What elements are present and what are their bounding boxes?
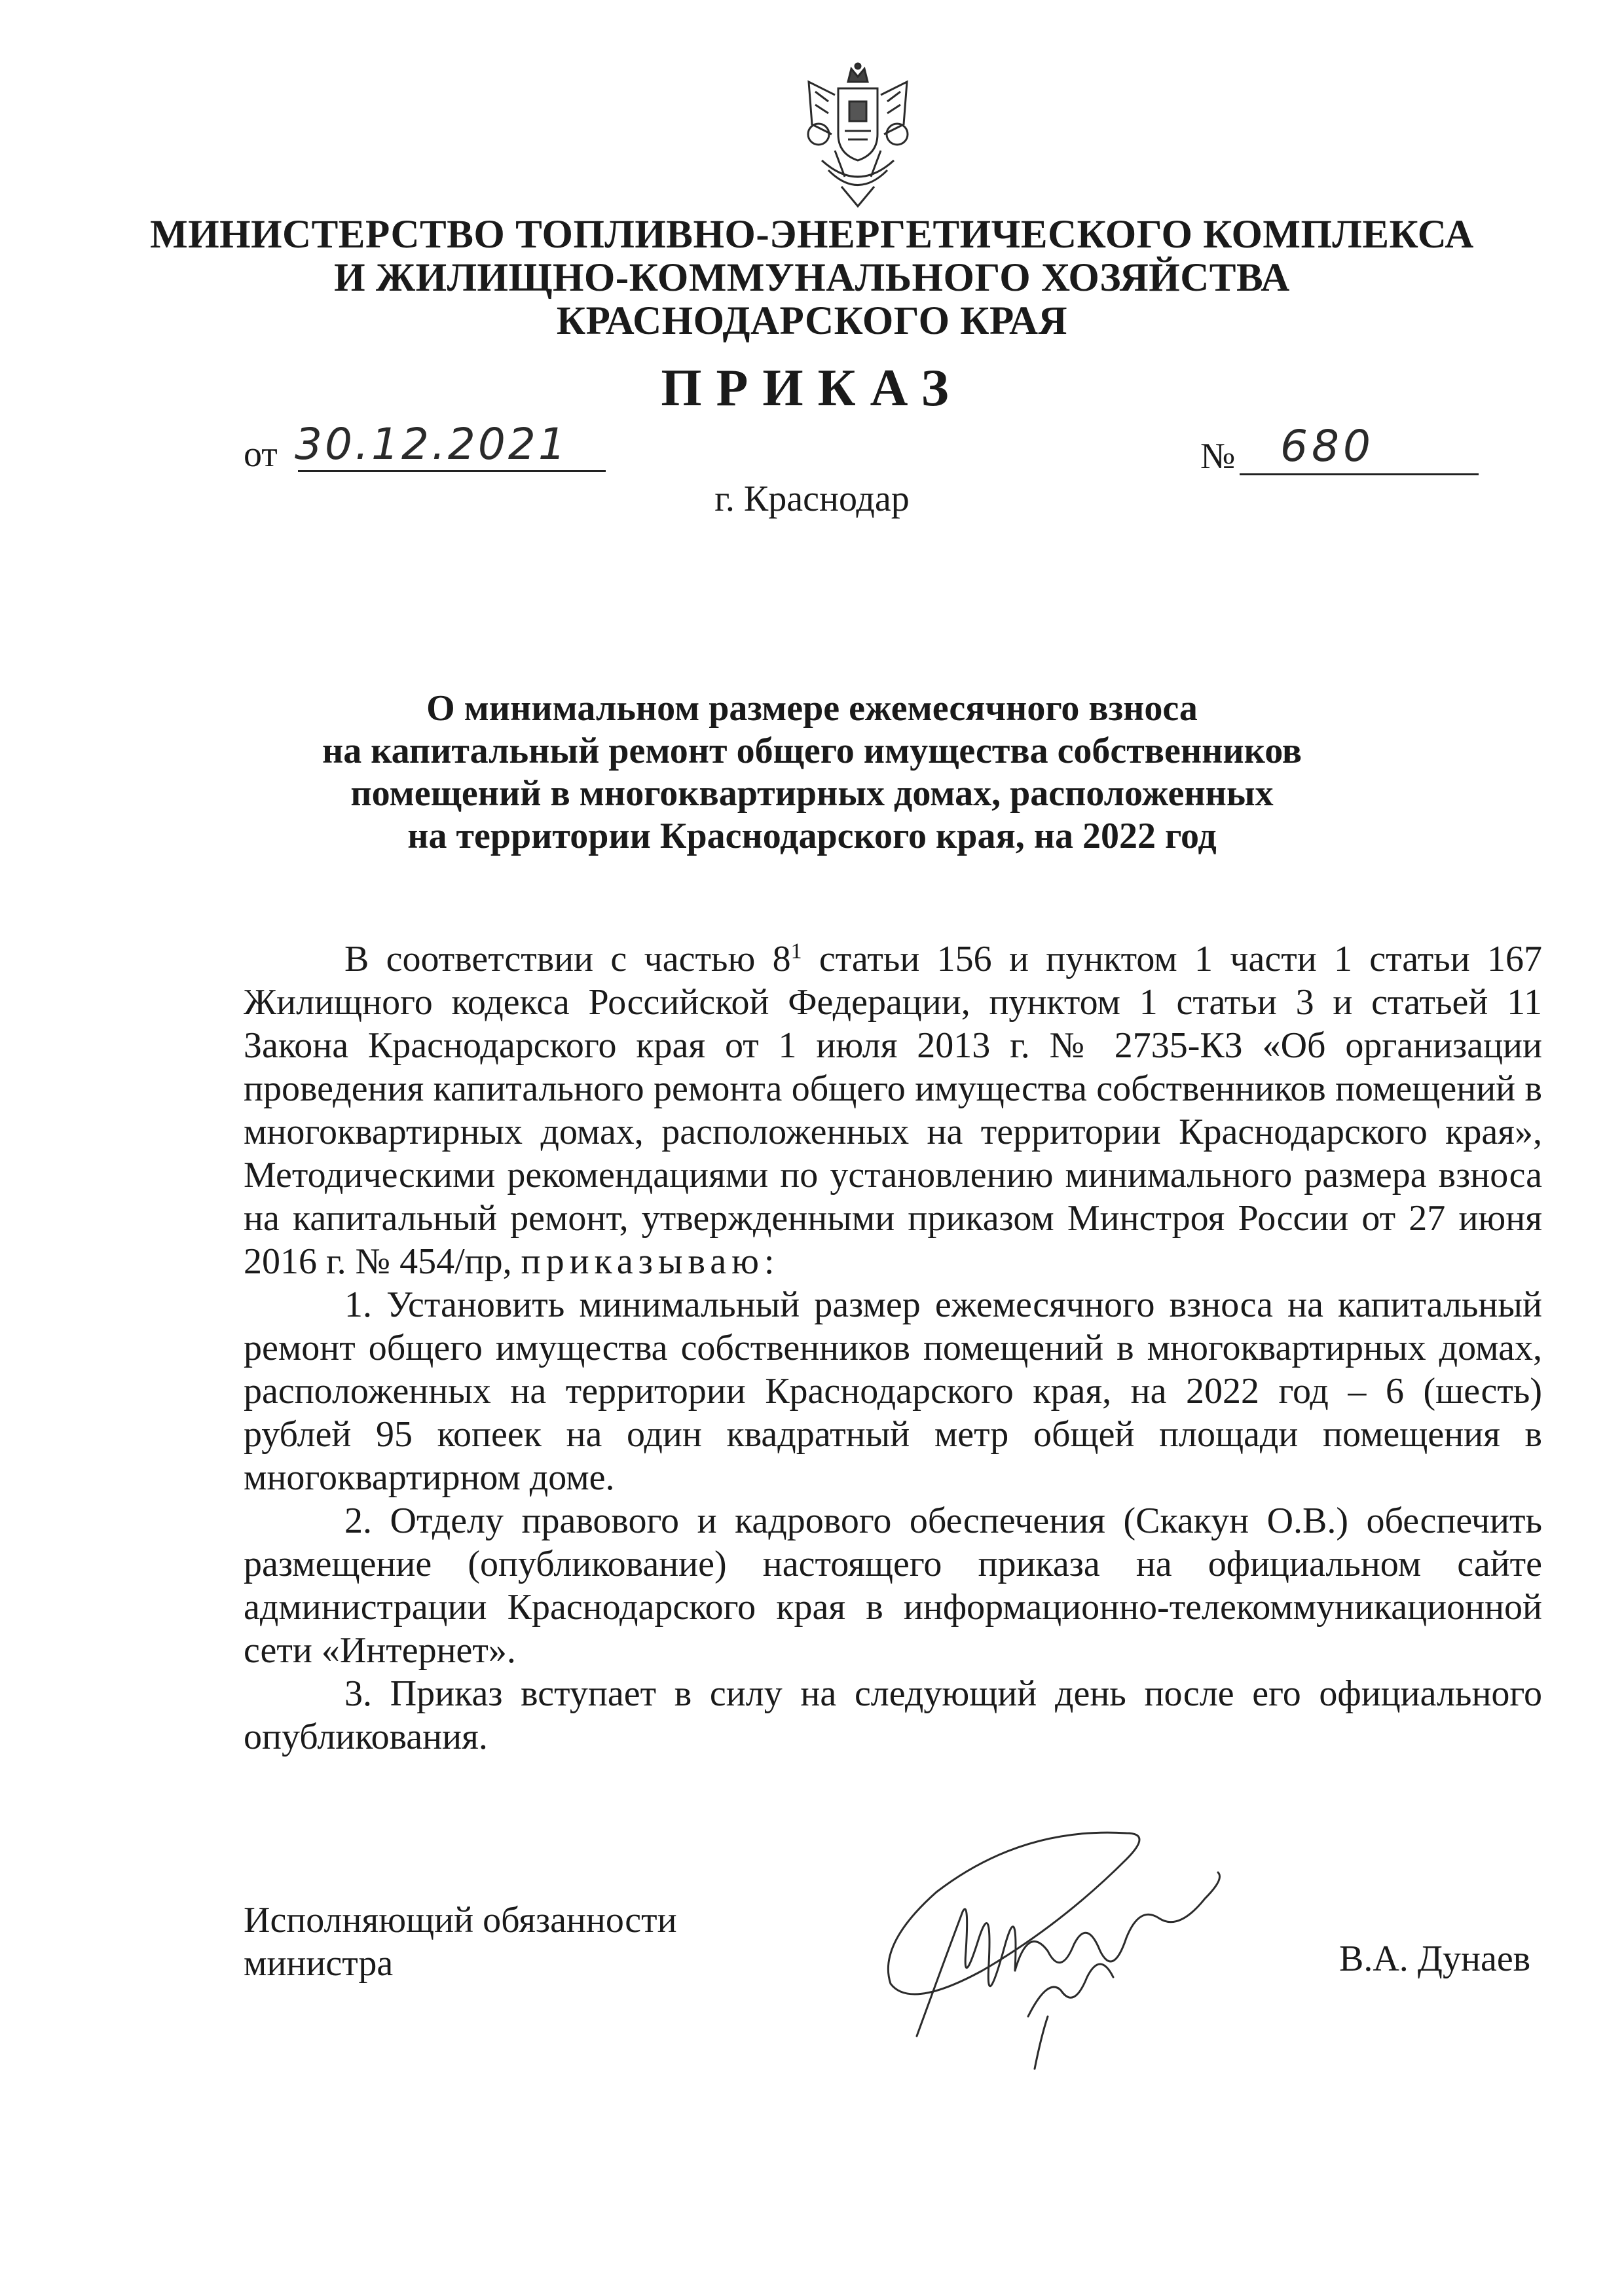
- ministry-line-1: МИНИСТЕРСТВО ТОПЛИВНО-ЭНЕРГЕТИЧЕСКОГО КОМПЛЕКСА: [150, 213, 1474, 257]
- document-body: [244, 938, 1542, 1758]
- document-title: [0, 687, 1624, 858]
- item-3: 3. Приказ вступает в силу на следующий день после его официального опубликования.: [244, 1673, 1542, 1757]
- title-line-2: на капитальный ремонт общего имущества собственников: [322, 731, 1302, 771]
- ministry-name: [0, 213, 1624, 343]
- document-type-heading: ПРИКАЗ: [661, 359, 963, 417]
- intro-superscript: 1: [790, 939, 802, 964]
- krasnodar-krai-coat-of-arms-icon: [796, 62, 920, 213]
- signatory-position: [244, 1899, 677, 1985]
- title-line-3: помещений в многоквартирных домах, расположенных: [350, 773, 1274, 814]
- signature-icon: [851, 1820, 1277, 2082]
- coat-of-arms-emblem: [796, 62, 920, 213]
- position-line-2: министра: [244, 1943, 394, 1984]
- position-line-1: Исполняющий обязанности: [244, 1900, 677, 1941]
- signatory-name: В.А. Дунаев: [1339, 1939, 1531, 1979]
- date-underline: [298, 470, 606, 472]
- handwritten-number: 680: [1280, 421, 1375, 471]
- intro-text-rest: статьи 156 и пунктом 1 части 1 статьи 167 Жилищного кодекса Российской Федерации, пунктом 1 статьи 3 и статьей 11 Закона Краснодарского края от 1 июля 2013 г. № 2735-КЗ «Об организации проведения капитального ремонта общего имущества собственников помещений в многоквартирных домах, расположенных на территории Краснодарского края», Методическими рекомендациями по установлению минимального размера взноса на капитальный ремонт, утвержденными приказом Минстроя России от 27 июня 2016 г. № 454/пр,: [244, 939, 1543, 1282]
- ministry-line-3: КРАСНОДАРСКОГО КРАЯ: [556, 299, 1068, 343]
- city: г. Краснодар: [714, 479, 910, 519]
- handwritten-date: 30.12.2021: [295, 419, 568, 469]
- intro-paragraph: [244, 938, 1542, 1283]
- number-underline: [1240, 473, 1479, 475]
- item-1: 1. Установить минимальный размер ежемесячного взноса на капитальный ремонт общего имущества собственников помещений в многоквартирных домах, расположенных на территории Краснодарского края, на 2022 год – 6 (шесть) рублей 95 копеек на один квадратный метр общей площади помещения в многоквартирном доме.: [244, 1285, 1542, 1498]
- number-label: №: [1200, 436, 1236, 477]
- intro-text-start: В соответствии с частью 8: [344, 939, 791, 979]
- order-word: приказываю:: [521, 1241, 780, 1282]
- item-2: 2. Отделу правового и кадрового обеспечения (Скакун О.В.) обеспечить размещение (опубликование) настоящего приказа на официальном сайте администрации Краснодарского края в информационно-телекоммуникационной сети «Интернет».: [244, 1501, 1542, 1671]
- handwritten-signature: [851, 1820, 1277, 2082]
- ministry-line-2: И ЖИЛИЩНО-КОММУНАЛЬНОГО ХОЗЯЙСТВА: [334, 256, 1290, 300]
- title-line-1: О минимальном размере ежемесячного взноса: [426, 688, 1198, 729]
- title-line-4: на территории Краснодарского края, на 2022 год: [407, 816, 1217, 856]
- date-label: от: [244, 434, 278, 475]
